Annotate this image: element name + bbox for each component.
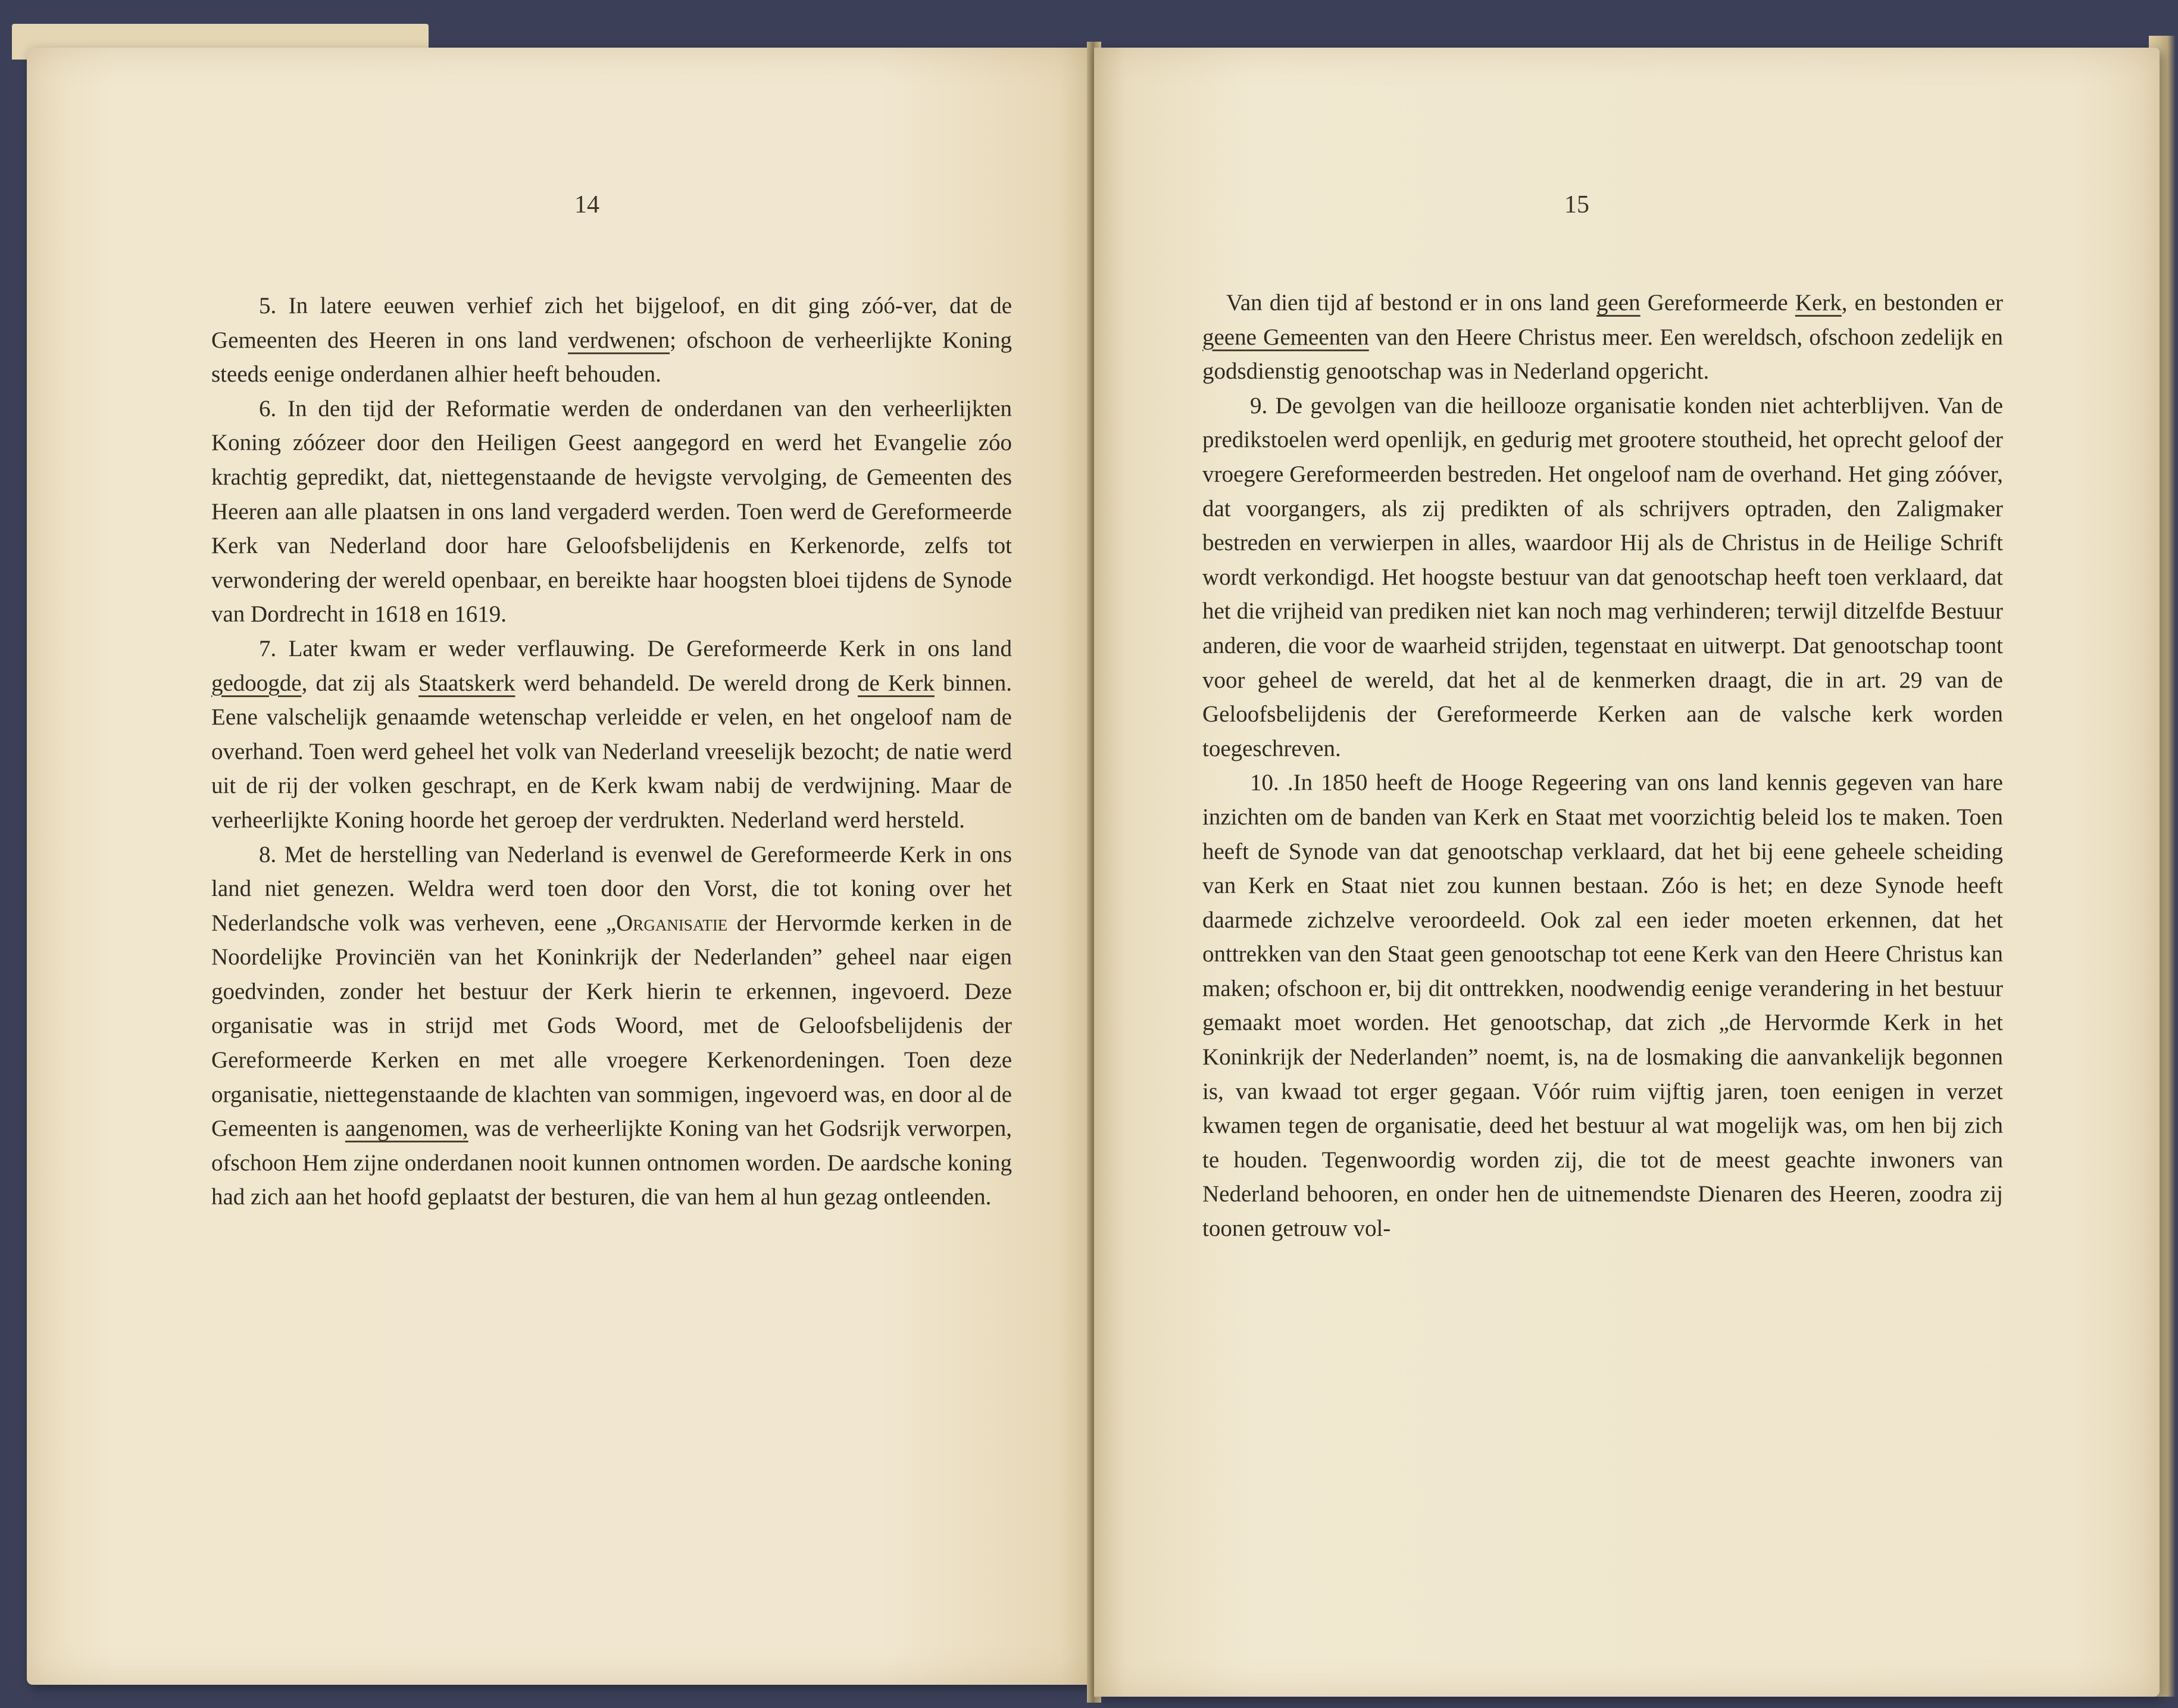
paragraph-9: 9. De gevolgen van die heillooze organisatie konden niet achterblijven. Van de predikstoelen werd openlijk, en gedurig met grootere stoutheid, het oprecht geloof der vroegere Gereformeerden bestreden. Het ongeloof nam de overhand. Het ging zóóver, dat voorgangers, als zij predikten of als schrijvers optraden, den Zaligmaker bestreden en verwierpen in alles, waardoor Hij als de Christus in de Heilige Schrift wordt verkondigd. Het hoogste bestuur van dat genootschap heeft toen verklaard, dat het die vrijheid van prediken niet kan noch mag verhinderen; terwijl ditzelfde Bestuur anderen, die voor de waarheid strijden, tegenstaat en uitwerpt. Dat genootschap toont voor geheel de wereld, dat het al de kenmerken draagt, die in art. 29 van de Geloofsbelijdenis der Gereformeerde Kerken aan de valsche kerk worden toegeschreven.	[1202, 392, 2004, 761]
paragraph-number: 6.	[259, 395, 277, 421]
left-page	[27, 48, 1092, 1685]
paragraph-continued: Van dien tijd af bestond er in ons land geen Gereformeerde Kerk, en bestonden er geene Gemeenten van den Heere Christus meer. Een wereldsch, ofschoon zedelijk en godsdienstig genootschap was in Nederland opgericht.	[1202, 290, 2004, 385]
paragraph-number: 9.	[1250, 392, 1268, 419]
left-page-text	[211, 289, 1012, 1214]
underlined-word: aangenomen,	[345, 1116, 468, 1142]
right-page-text	[1202, 286, 2003, 1246]
page-number: 15	[1564, 191, 1589, 218]
paragraph-number: 7.	[259, 635, 277, 661]
underlined-word: gedoogde	[211, 670, 302, 696]
underlined-word: geene Gemeenten	[1202, 324, 1369, 350]
paragraph-number: 10.	[1250, 770, 1279, 796]
underlined-word: Kerk	[1795, 290, 1842, 316]
paragraph-6: 6. In den tijd der Reformatie werden de onderdanen van den verheerlijkten Koning zóózeer door den Heiligen Geest aangegord en werd het Evangelie zóo krachtig gepredikt, dat, niettegenstaande de hevigste vervolging, de Gemeenten des Heeren aan alle plaatsen in ons land vergaderd werden. Toen werd de Gereformeerde Kerk van Nederland door hare Geloofsbelijdenis en Kerkenorde, zelfs tot verwondering der wereld openbaar, en bereikte haar hoogsten bloei tijdens de Synode van Dordrecht in 1618 en 1619.	[211, 395, 1013, 627]
paragraph-number: 5.	[259, 293, 277, 319]
paragraph-7: 7. Later kwam er weder verflauwing. De Gereformeerde Kerk in ons land gedoogde, dat zij als Staatskerk werd behandeld. De wereld drong de Kerk binnen. Eene valschelijk genaamde wetenschap verleidde er velen, en het ongeloof nam de overhand. Toen werd geheel het volk van Nederland vreeselijk bezocht; de natie werd uit de rij der volken geschrapt, en de Kerk kwam nabij de verdwijning. Maar de verheerlijkte Koning hoorde het geroep der verdrukten. Nederland werd hersteld.	[211, 635, 1013, 833]
paragraph-5: 5. In latere eeuwen verhief zich het bijgeloof, en dit ging zóó-ver, dat de Gemeenten des Heeren in ons land verdwenen; ofschoon de verheerlijkte Koning steeds eenige onderdanen alhier heeft behouden.	[211, 293, 1013, 388]
underlined-word: verdwenen	[568, 327, 670, 353]
underlined-word: de Kerk	[857, 670, 935, 696]
small-caps-word: Organisatie	[616, 910, 728, 936]
underlined-word: Staatskerk	[418, 670, 515, 696]
right-page	[1094, 48, 2160, 1697]
paragraph-number: 8.	[259, 841, 277, 867]
paragraph-10: 10. .In 1850 heeft de Hooge Regeering van ons land kennis gegeven van hare inzichten om de banden van Kerk en Staat met voorzichtig beleid los te maken. Toen heeft de Synode van dat genootschap verklaard, dat het bij eene geheele scheiding van Kerk en Staat niet zou kunnen bestaan. Zóo is het; en deze Synode heeft daarmede zichzelve veroordeeld. Ook zal een ieder moeten erkennen, dat het onttrekken van den Staat geen genootschap tot eene Kerk van den Heere Christus kan maken; ofschoon er, bij dit onttrekken, noodwendig eenige verandering in het bestuur gemaakt moet worden. Het genootschap, dat zich „de Hervormde Kerk in het Koninkrijk der Nederlanden” noemt, is, na de losmaking die aanvankelijk begonnen is, van kwaad tot erger gegaan. Vóór ruim vijftig jaren, toen eenigen in verzet kwamen tegen de organisatie, deed het bestuur al wat mogelijk was, om hen bij zich te houden. Tegenwoordig worden zij, die tot de meest geachte inwoners van Nederland behooren, en onder hen de uitnemendste Dienaren des Heeren, zoodra zij toonen getrouw vol-	[1202, 770, 2003, 1242]
page-number: 14	[574, 191, 599, 218]
underlined-word: geen	[1596, 290, 1640, 316]
paragraph-8: 8. Met de herstelling van Nederland is evenwel de Gereformeerde Kerk in ons land niet genezen. Weldra werd toen door den Vorst, die tot koning over het Nederlandsche volk was verheven, eene „Organisatie der Hervormde kerken in de Noordelijke Provinciën van het Koninkrijk der Nederlanden” geheel naar eigen goedvinden, zonder het bestuur der Kerk hierin te erkennen, ingevoerd. Deze organisatie was in strijd met Gods Woord, met de Geloofsbelijdenis der Gereformeerde Kerken en met alle vroegere Kerkenordeningen. Toen deze organisatie, niettegenstaande de klachten van sommigen, ingevoerd was, en door al de Gemeenten is aangenomen, was de verheerlijkte Koning van het Godsrijk verworpen, ofschoon Hem zijne onderdanen nooit kunnen ontnomen worden. De aardsche koning had zich aan het hoofd geplaatst der besturen, die van hem al hun gezag ontleenden.	[211, 841, 1013, 1210]
